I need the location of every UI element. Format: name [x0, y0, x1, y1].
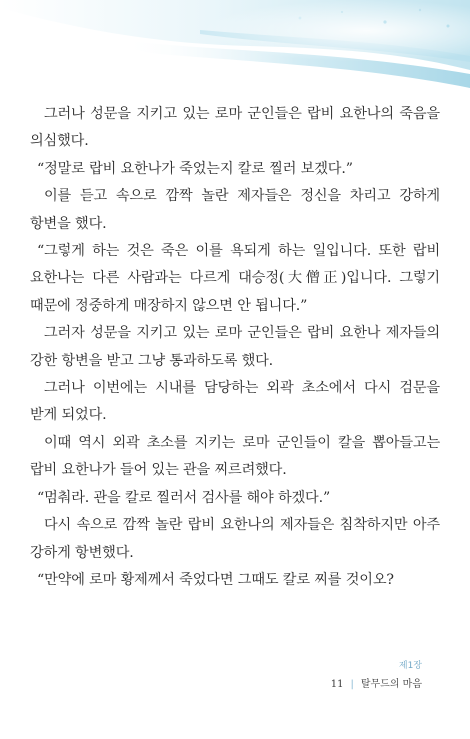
body-text	[30, 101, 440, 594]
paragraph: 그러나 이번에는 시내를 담당하는 외곽 초소에서 다시 검문을 받게 되었다.	[30, 380, 440, 424]
footer-separator: |	[350, 679, 354, 690]
dialogue-paragraph: “정말로 랍비 요한나가 죽었는지 칼로 찔러 보겠다.”	[37, 160, 353, 177]
paragraph: 이를 듣고 속으로 깜짝 놀란 제자들은 정신을 차리고 강하게 항변을 했다.	[30, 188, 440, 232]
decorative-header-wave	[0, 0, 470, 88]
footer-line	[331, 679, 422, 691]
paragraph: 그러나 성문을 지키고 있는 로마 군인들은 랍비 요한나의 죽음을 의심했다.	[30, 106, 440, 150]
paragraph: 이때 역시 외곽 초소를 지키는 로마 군인들이 칼을 뽑아들고는 랍비 요한나가 들어 있는 관을 찌르려했다.	[30, 434, 440, 479]
page-footer	[331, 660, 422, 691]
paragraph: 다시 속으로 깜짝 놀란 랍비 요한나의 제자들은 침착하지만 아주 강하게 항변했다.	[30, 517, 440, 561]
chapter-label: 제1장	[398, 661, 422, 671]
dialogue-paragraph: “멈춰라. 관을 칼로 찔러서 검사를 해야 하겠다.”	[37, 489, 331, 506]
page-number: 11	[330, 679, 344, 690]
paragraph: 그러자 성문을 지키고 있는 로마 군인들은 랍비 요한나 제자들의 강한 항변을 받고 그냥 통과하도록 했다.	[30, 325, 440, 369]
book-title: 탈무드의 마음	[360, 679, 422, 690]
dialogue-paragraph: “그렇게 하는 것은 죽은 이를 욕되게 하는 일입니다. 또한 랍비 요한나는 다른 사람과는 다르게 대승정(大僧正)입니다. 그렇기 때문에 정중하게 매장하지 않으면 안 됩니다.”	[30, 243, 440, 314]
dialogue-paragraph: “만약에 로마 황제께서 죽었다면 그때도 칼로 찌를 것이오?	[37, 571, 394, 588]
